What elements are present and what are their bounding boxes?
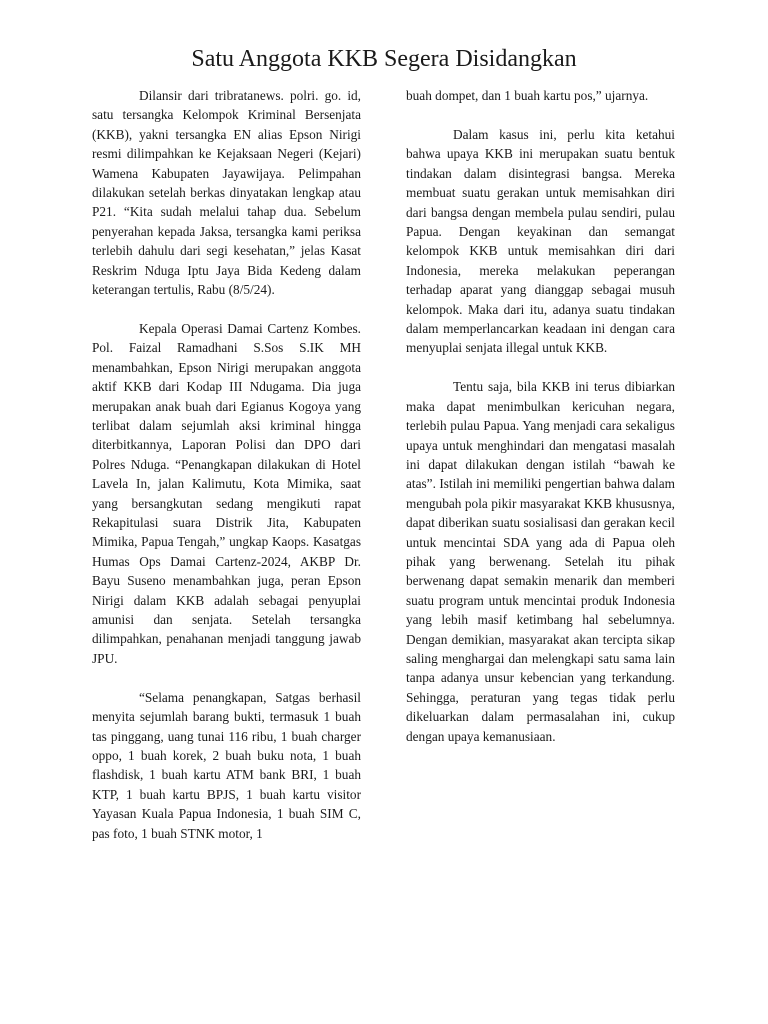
paragraph-intro: Dilansir dari tribratanews. polri. go. id, satu tersangka Kelompok Kriminal Bersenjata (KKB), yakni tersangka EN alias Epson Nirigi resmi dilimpahkan ke Kejaksaan Negeri (Kejari) Wamena Kabupaten Jayawijaya. Pelimpahan dilakukan setelah berkas dinyatakan lengkap atau P21. “Kita sudah melalui tahap dua. Sebelum penyerahan kepada Jaksa, tersangka kami periksa terlebih dahulu dari segi kesehatan,” jelas Kasat Reskrim Nduga Iptu Jaya Bida Kedeng dalam keterangan tertulis, Rabu (8/5/24). (92, 88, 361, 298)
left-column (92, 86, 361, 863)
paragraph-operation-head: Kepala Operasi Damai Cartenz Kombes. Pol. Faizal Ramadhani S.Sos S.IK MH menambahkan, Epson Nirigi merupakan anggota aktif KKB dari Kodap III Ndugama. Dia juga merupakan anak buah dari Egianus Kogoya yang terlibat dalam sejumlah aksi kriminal hingga diterbitkannya, Laporan Polisi dan DPO dari Polres Nduga. “Penangkapan dilakukan di Hotel Lavela In, jalan Kalimutu, Kota Mimika, saat yang bersangkutan sedang mengikuti rapat Rekapitulasi suara Distrik Jita, Kabupaten Mimika, Papua Tengah,” ungkap Kaops. Kasatgas Humas Ops Damai Cartenz-2024, AKBP Dr. Bayu Suseno menambahkan juga, peran Epson Nirigi dalam KKB adalah sebagai penyuplai amunisi dan senjata. Setelah tersangka dilimpahkan, penahanan menjadi tanggung jawab JPU. (92, 320, 361, 666)
paragraph-solution: Tentu saja, bila KKB ini terus dibiarkan maka dapat menimbulkan kericuhan negara, terlebih pulau Papua. Yang menjadi cara sekaligus upaya untuk menghindari dan mengatasi masalah ini dapat dilakukan dengan istilah “bawah ke atas”. Istilah ini memiliki pengertian bahwa dalam mengubah pola pikir masyarakat KKB khususnya, dapat diberikan suatu sosialisasi dan gerakan kecil untuk mencintai SDA yang ada di Papua oleh pihak yang berwenang. Setelah itu pihak berwenang dapat semakin menarik dan memberi suatu program untuk mencintai produk Indonesia yang lebih masif ketimbang hal sebelumnya. Dengan demikian, masyarakat akan tercipta sikap saling menghargai dan melengkapi satu sama lain tanpa adanya unsur kebencian yang terkandung. Sehingga, peraturan yang tegas tidak perlu dikeluarkan dalam permasalahan ini, cukup dengan upaya kemanusiaan. (406, 379, 675, 744)
paragraph-evidence: “Selama penangkapan, Satgas berhasil menyita sejumlah barang bukti, termasuk 1 buah tas pinggang, uang tunai 116 ribu, 1 buah charger oppo, 1 buah korek, 2 buah buku nota, 1 buah flashdisk, 1 buah kartu ATM bank BRI, 1 buah KTP, 1 buah kartu BPJS, 1 buah kartu visitor Yayasan Kuala Papua Indonesia, 1 buah SIM C, pas foto, 1 buah STNK motor, 1 (92, 689, 361, 841)
page-title: Satu Anggota KKB Segera Disidangkan (191, 46, 577, 72)
paragraph-evidence-continued: buah dompet, dan 1 buah kartu pos,” ujarnya. (406, 88, 649, 103)
paragraph-disintegration: Dalam kasus ini, perlu kita ketahui bahwa upaya KKB ini merupakan suatu bentuk tindakan dalam disintegrasi bangsa. Mereka membuat suatu gerakan untuk memisahkan diri dari bangsa dengan membela pulau sendiri, pulau Papua. Dengan keyakinan dan semangat kelompok KKB untuk memisahkan diri dari Indonesia, mereka melakukan peperangan terhadap aparat yang dianggap sebagai musuh kelompok. Maka dari itu, adanya suatu tindakan dalam memperlancarkan keadaan ini dengan cara menyuplai senjata illegal untuk KKB. (406, 126, 675, 356)
right-column (406, 86, 675, 766)
